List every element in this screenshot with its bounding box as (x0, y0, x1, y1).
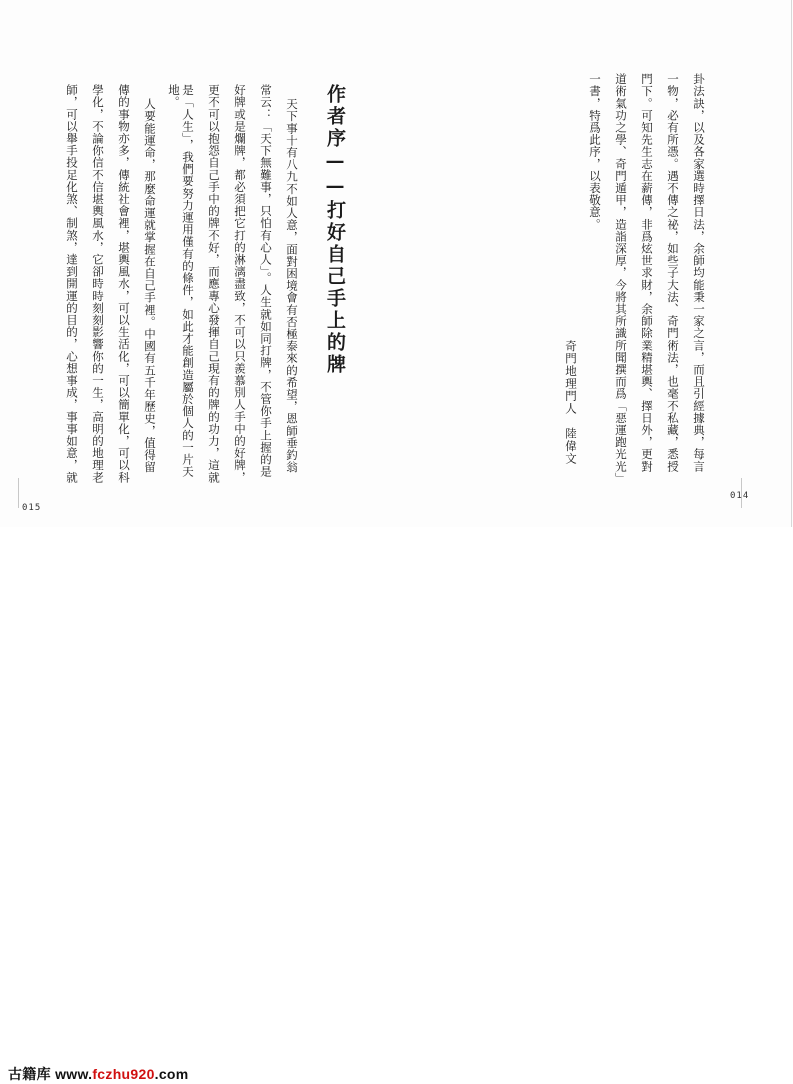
right-page-line-1: 卦法訣，以及各家選時擇日法，余師均能秉一家之言，而且引經據典，每言 (692, 73, 706, 473)
right-page-line-4: 道術氣功之學、奇門遁甲，造詣深厚，今將其所識所聞撰而爲「惡運跑光光」 (614, 73, 628, 485)
left-page-line-2: 常云：「天下無難事，只怕有心人」。人生就如同打牌，不管你手上握的是 (259, 84, 273, 478)
left-page-line-4: 更不可以抱怨自己手中的牌不好，而應專心發揮自己現有的牌的功力，這就 (207, 84, 221, 484)
watermark-domain: fczhu920 (92, 1066, 155, 1082)
watermark-prefix: 古籍库 www. (8, 1066, 93, 1082)
left-page-line-7: 人要能運命，那麼命運就掌握在自己手裡。中國有五千年歷史，值得留 (143, 98, 157, 474)
footer-bar (0, 527, 793, 1082)
left-page-line-6: 地。 (167, 84, 181, 109)
left-page-line-10: 師，可以舉手投足化煞、制煞，達到開運的目的，心想事成，事事如意，就 (65, 84, 79, 484)
right-page-number: 014 (730, 491, 750, 501)
right-page-line-2: 一物，必有所憑。遇不傳之祕，如些子大法、奇門術法，也毫不私藏，悉授 (666, 73, 680, 473)
watermark-suffix: .com (154, 1066, 189, 1082)
preface-title: 作者序——打好自己手上的牌 (324, 84, 346, 376)
left-page-line-8: 傳的事物亦多，傳統社會裡，堪輿風水，可以生活化，可以簡單化，可以科 (117, 84, 131, 484)
preface-signature: 奇門地理門人 陸偉文 (564, 340, 578, 465)
right-page-line-5: 一書，特爲此序，以表敬意。 (588, 73, 602, 231)
left-page-line-9: 學化，不論你信不信堪輿風水，它卻時時刻刻影響你的一生，高明的地理老 (91, 84, 105, 484)
book-spread (0, 0, 793, 527)
left-page-number: 015 (22, 503, 42, 513)
site-watermark[interactable] (8, 1064, 189, 1084)
left-page-line-3: 好牌或是爛牌，都必須把它打的淋漓盡致，不可以只羨慕別人手中的好牌， (233, 84, 247, 484)
left-page-line-5: 是「人生」，我們要努力運用僅有的條件，如此才能創造屬於個人的一片天 (181, 84, 195, 478)
right-page-line-3: 門下。可知先生志在薪傳，非爲炫世求財，余師除業精堪輿、擇日外，更對 (640, 73, 654, 473)
left-page-tick (18, 478, 19, 508)
left-page-line-1: 天下事十有八九不如人意，面對困境會有否極泰來的希望，恩師垂釣翁 (285, 98, 299, 474)
